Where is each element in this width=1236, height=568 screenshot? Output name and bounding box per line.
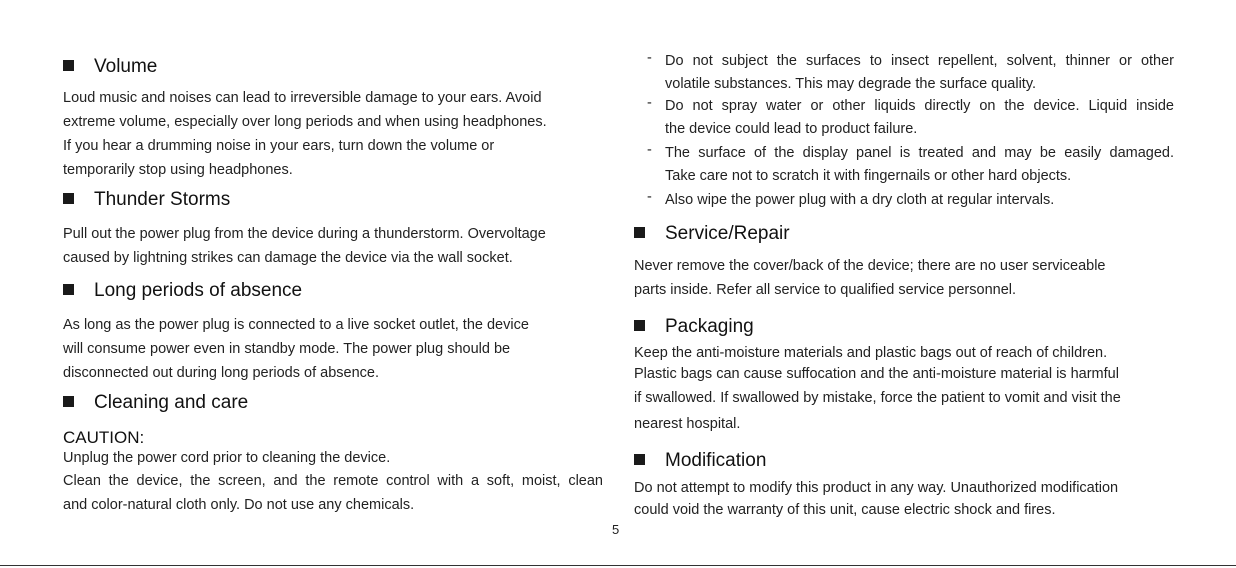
square-bullet-icon <box>63 60 74 71</box>
heading-cleaning-and-care: Cleaning and care <box>63 392 248 414</box>
list-item: - Also wipe the power plug with a dry cloth at regular intervals. <box>647 189 1055 208</box>
paragraph-absence: As long as the power plug is connected to a live socket outlet, the device will consume power even in standby mode. The power plug should be disconnected out during long periods of absence. <box>63 317 529 381</box>
heading-long-periods-of-absence: Long periods of absence <box>63 280 302 302</box>
heading-thunder-storms: Thunder Storms <box>63 189 230 211</box>
heading-modification: Modification <box>634 450 766 472</box>
square-bullet-icon <box>634 320 645 331</box>
page-number: 5 <box>612 522 620 537</box>
square-bullet-icon <box>634 454 645 465</box>
heading-volume: Volume <box>63 56 157 78</box>
paragraph-service: Never remove the cover/back of the device; there are no user serviceable parts inside. Refer all service to qualified service personnel. <box>634 258 1106 298</box>
square-bullet-icon <box>634 227 645 238</box>
paragraph-modification: Do not attempt to modify this product in any way. Unauthorized modification could void the warranty of this unit, cause electric shock and fires. <box>634 480 1119 518</box>
paragraph-cleaning: Clean the device, the screen, and the remote control with a soft, moist, clean and color-natural cloth only. Do not use any chemicals. <box>63 473 603 513</box>
list-item: - The surface of the display panel is treated and may be easily damaged. Take care not to scratch it with fingernails or other hard objects. <box>647 142 1174 184</box>
paragraph-packaging: Keep the anti-moisture materials and plastic bags out of reach of children. Plastic bags can cause suffocation and the anti-moisture material is harmful if swallowed. If swallowed by mistake, force the patient to vomit and visit the nearest hospital. <box>634 345 1121 432</box>
heading-service-repair: Service/Repair <box>634 223 790 245</box>
square-bullet-icon <box>63 193 74 204</box>
heading-packaging: Packaging <box>634 316 754 338</box>
list-item: - Do not spray water or other liquids directly on the device. Liquid inside the device could lead to product failure. <box>647 95 1174 137</box>
square-bullet-icon <box>63 396 74 407</box>
paragraph-thunder-storms: Pull out the power plug from the device during a thunderstorm. Overvoltage caused by lightning strikes can damage the device via the wall socket. <box>63 226 546 266</box>
paragraph-volume: Loud music and noises can lead to irreversible damage to your ears. Avoid extreme volume, especially over long periods and when using headphones. If you hear a drumming noise in your ears, turn down the volume or temporarily stop using headphones. <box>63 90 547 178</box>
paragraph-unplug: Unplug the power cord prior to cleaning the device. <box>63 450 391 466</box>
list-item: - Do not subject the surfaces to insect repellent, solvent, thinner or other volatile substances. This may degrade the surface quality. <box>647 50 1174 92</box>
square-bullet-icon <box>63 284 74 295</box>
bottom-divider <box>0 565 1236 566</box>
caution-label: CAUTION: <box>63 428 145 447</box>
